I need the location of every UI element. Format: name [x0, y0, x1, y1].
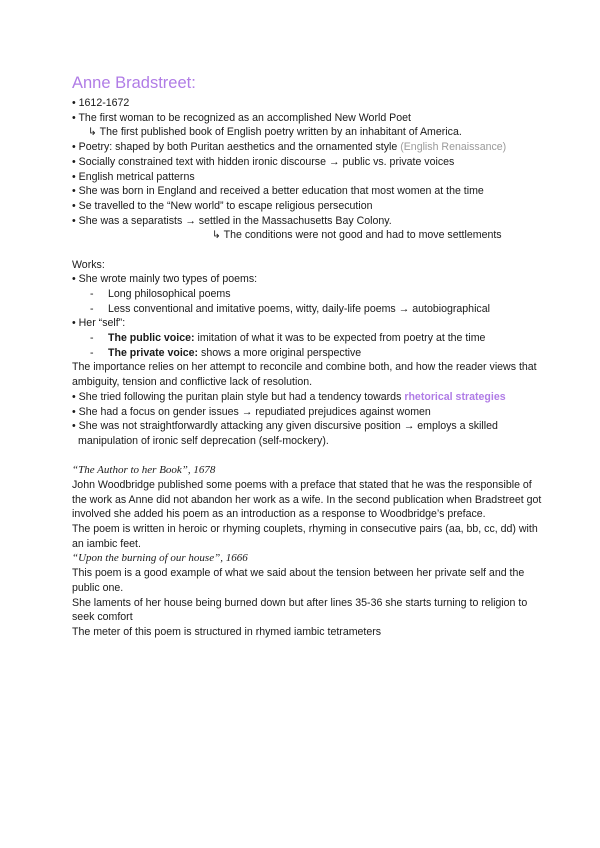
bio-poetry: [72, 140, 542, 155]
bio-separatist: • She was a separatists → settled in the Massachusetts Bay Colony.: [72, 214, 392, 227]
poem2-paragraph-2: She laments of her house being burned down but after lines 35-36 she starts turning to religion to seek comfort: [72, 596, 528, 624]
works-importance: The importance relies on her attempt to reconcile and combine both, and how the reader views that ambiguity, tension and conflictive lack of resolution.: [72, 361, 537, 389]
works-gender: • She had a focus on gender issues → repudiated prejudices against women: [72, 405, 431, 418]
page-title: Anne Bradstreet:: [72, 74, 196, 92]
bio-dates: • 1612-1672: [72, 97, 130, 109]
works-plain-style: • She tried following the puritan plain style but had a tendency towards rhetorical strategies: [72, 390, 506, 403]
bio-first-book: ↳ The first published book of English poetry written by an inhabitant of America.: [88, 126, 462, 139]
works-discursive-1: • She was not straightforwardly attacking any given discursive position → employs a skilled: [72, 420, 498, 433]
voice-private: - The private voice: shows a more original perspective: [90, 346, 362, 359]
poem2-paragraph-3: The meter of this poem is structured in rhymed iambic tetrameters: [72, 625, 382, 638]
works-self-heading: • Her “self”:: [72, 317, 126, 330]
works-type-2: - Less conventional and imitative poems, witty, daily-life poems → autobiographical: [90, 302, 490, 315]
bio-poetry-text: • Poetry: shaped by both Puritan aesthetics and the ornamented style: [72, 141, 401, 154]
poem2-title: “Upon the burning of our house”, 1666: [72, 552, 248, 565]
poem1-title: “The Author to her Book”, 1678: [72, 464, 216, 477]
poem2-paragraph-1: This poem is a good example of what we said about the tension between her private self and the public one.: [72, 567, 525, 594]
poem1-paragraph-1: John Woodbridge published some poems with a preface that stated that he was the responsible of the work as Anne did not abandon her work as a wife. In the second publication when Bradstreet got involved she added his poem as an introduction as a response to Woodbridge’s preface.: [72, 478, 542, 521]
bio-conditions: ↳ The conditions were not good and had to move settlements: [212, 229, 502, 242]
poem1-paragraph-2: The poem is written in heroic or rhyming couplets, rhyming in consecutive pairs (aa, bb, cc, dd) with an iambic feet.: [72, 522, 538, 550]
bio-metrical: • English metrical patterns: [72, 170, 195, 183]
works-type-1: - Long philosophical poems: [90, 287, 231, 300]
bio-travel: • Se travelled to the “New world” to escape religious persecution: [72, 199, 373, 212]
voice-public: - The public voice: imitation of what it was to be expected from poetry at the time: [90, 332, 486, 345]
bio-poetry-note: (English Renaissance): [400, 141, 507, 154]
document-body: [72, 72, 542, 640]
rhetorical-strategies-highlight: rhetorical strategies: [404, 390, 506, 403]
works-heading: Works:: [72, 258, 105, 271]
bio-first-woman: • The first woman to be recognized as an accomplished New World Poet: [72, 111, 411, 124]
works-discursive-2: manipulation of ironic self deprecation (self-mockery).: [78, 434, 329, 447]
works-intro: • She wrote mainly two types of poems:: [72, 273, 258, 286]
bio-education: • She was born in England and received a better education that most women at the time: [72, 185, 484, 198]
bio-constrained: • Socially constrained text with hidden ironic discourse → public vs. private voices: [72, 155, 455, 168]
